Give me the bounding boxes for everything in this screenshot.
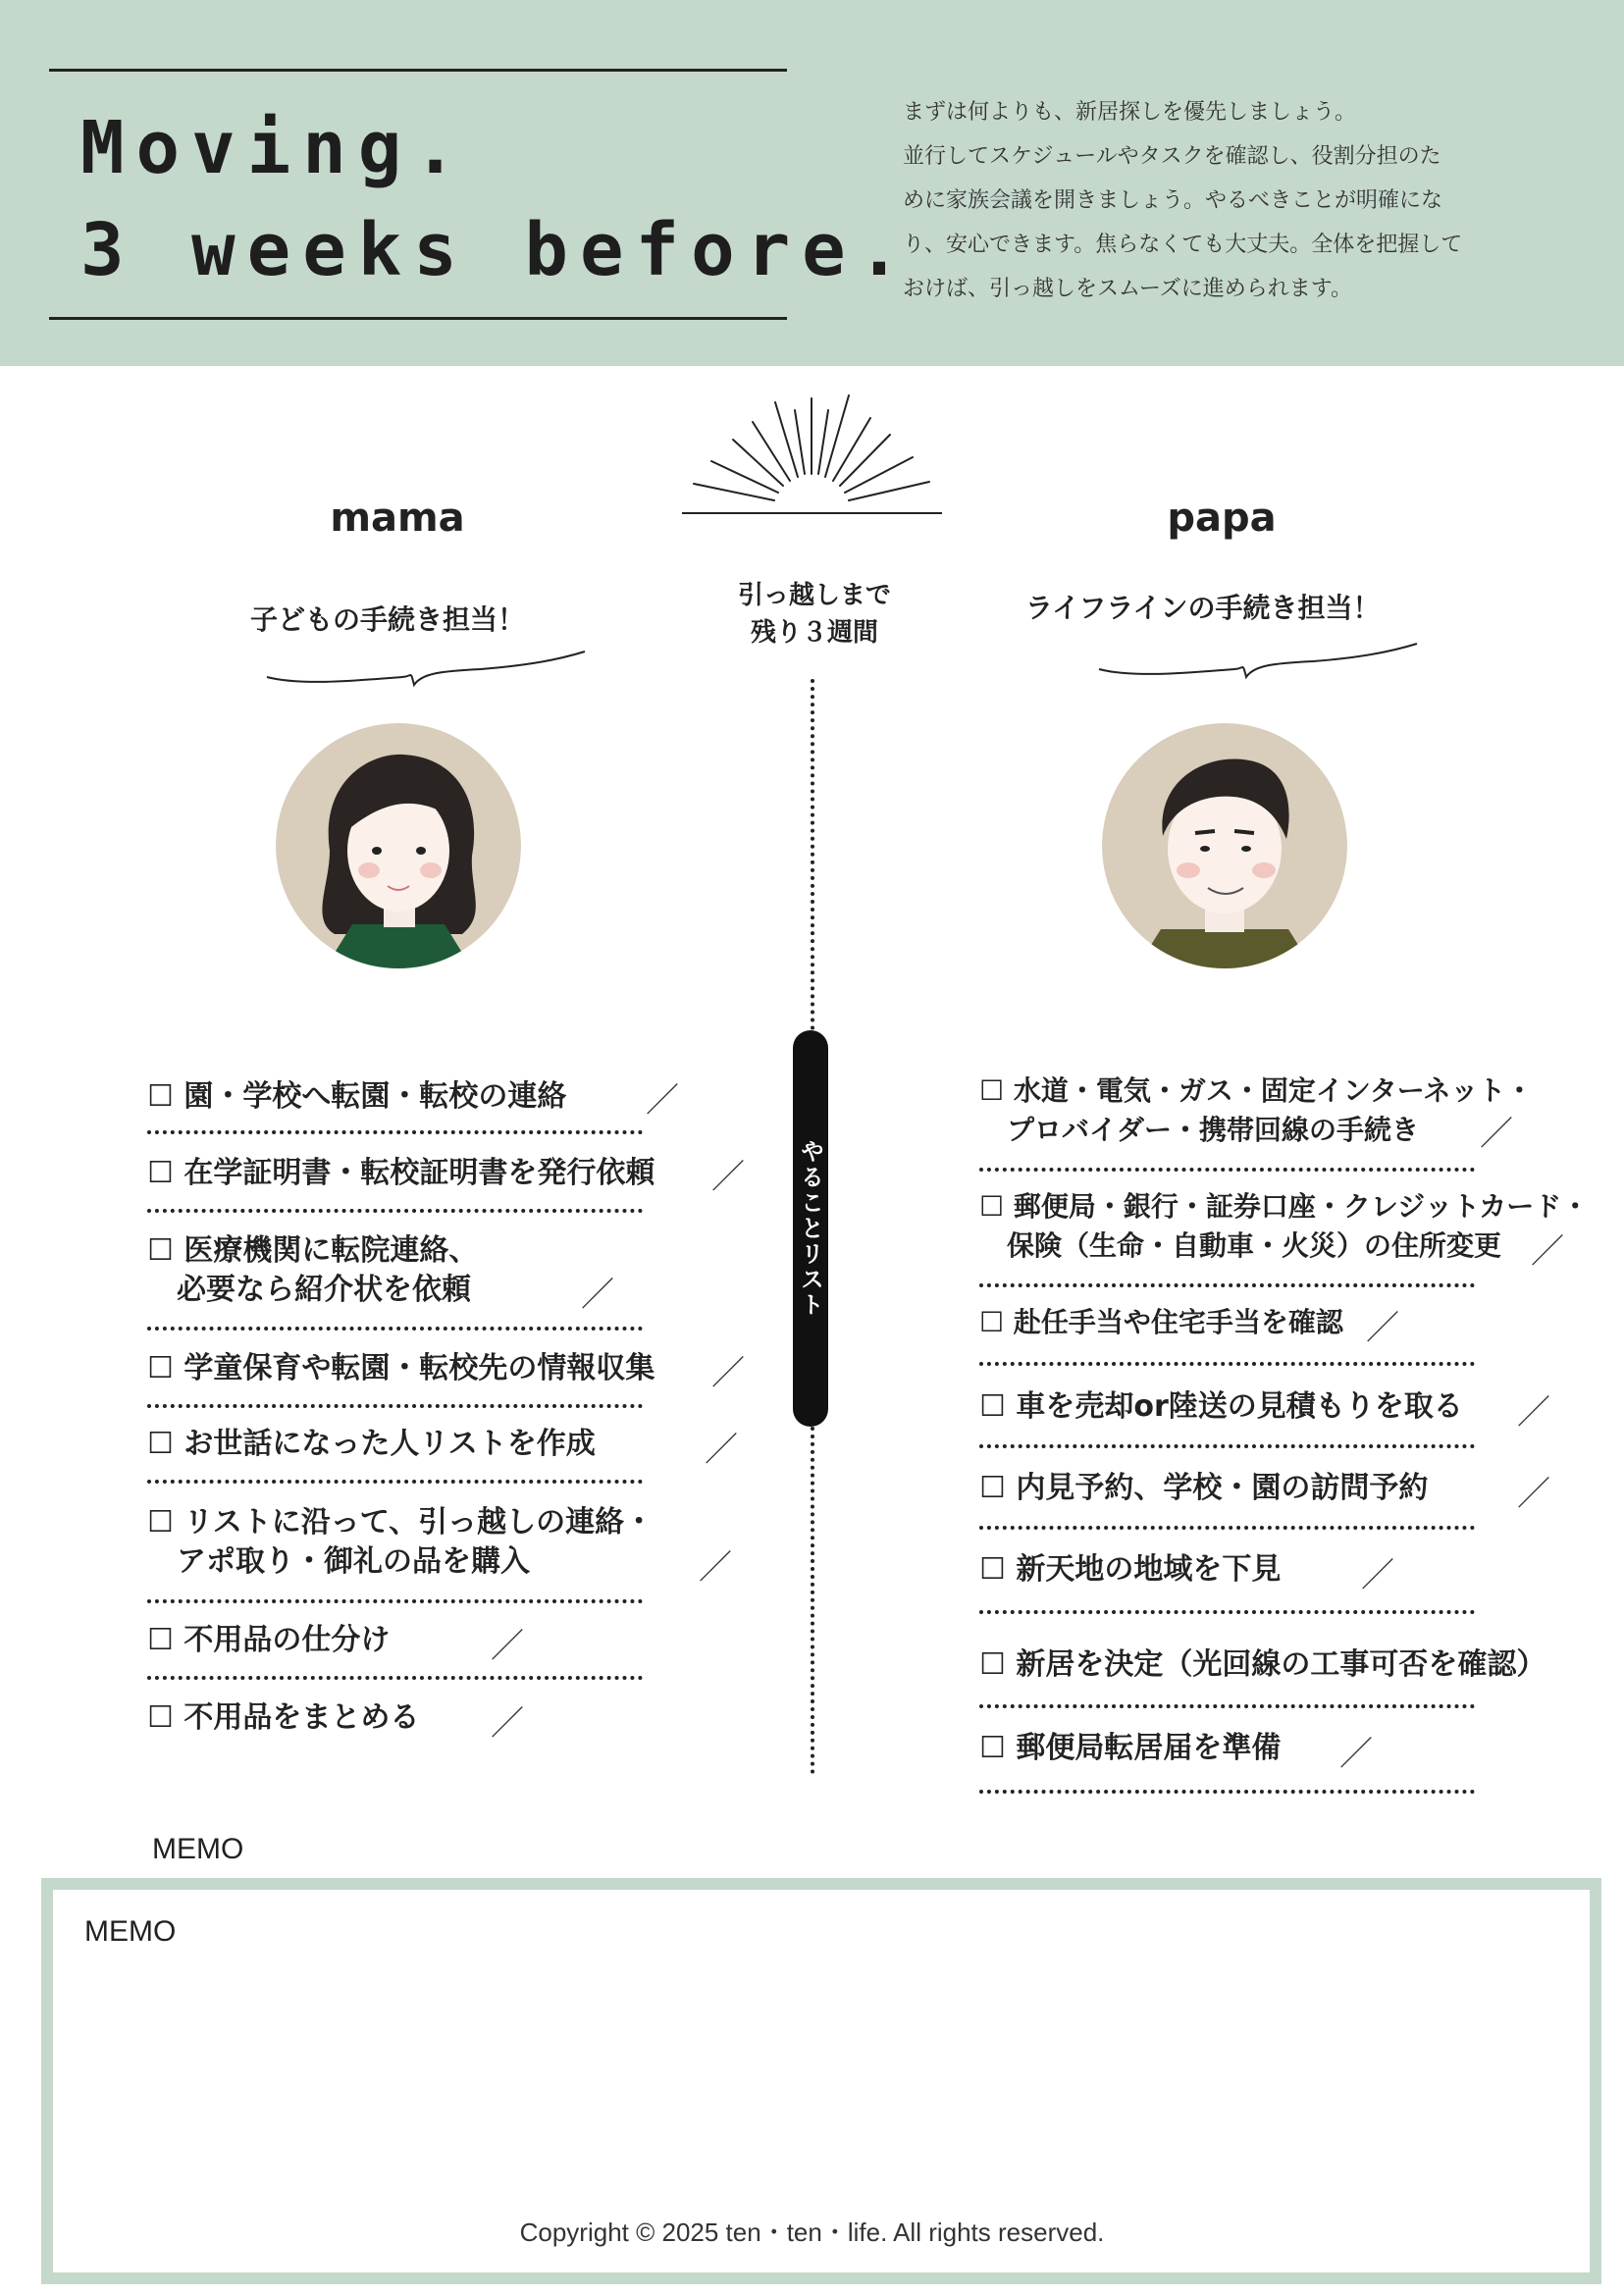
papa-task-4-divider — [979, 1444, 1475, 1448]
timeline-dotted-top — [811, 679, 814, 1030]
mama-task-7-divider — [147, 1676, 643, 1680]
papa-task-3[interactable]: ☐ 赴任手当や住宅手当を確認 — [979, 1306, 1343, 1338]
mama-task-3-slash: ／ — [581, 1276, 614, 1315]
mama-task-6-divider — [147, 1599, 643, 1603]
mama-task-6-slash: ／ — [699, 1548, 732, 1588]
papa-task-7[interactable]: ☐ 新居を決定（光回線の工事可否を確認） — [979, 1647, 1546, 1682]
mama-task-6[interactable]: ☐ リストに沿って、引っ越しの連絡・ アポ取り・御礼の品を購入 — [147, 1505, 655, 1579]
mama-task-1-divider — [147, 1130, 643, 1134]
mama-task-4-divider — [147, 1404, 643, 1408]
papa-task-1-slash: ／ — [1480, 1115, 1513, 1154]
papa-task-1-divider — [979, 1168, 1475, 1172]
mama-task-8-slash: ／ — [491, 1704, 524, 1744]
mama-task-1[interactable]: ☐ 園・学校へ転園・転校の連絡 — [147, 1079, 567, 1114]
mama-speech-line — [265, 648, 589, 692]
papa-duty: ライフラインの手続き担当！ — [1025, 592, 1381, 624]
papa-task-6-slash: ／ — [1361, 1556, 1394, 1595]
mama-task-7-slash: ／ — [491, 1627, 524, 1666]
memo-outer-label: MEMO — [152, 1833, 244, 1865]
mama-task-5[interactable]: ☐ お世話になった人リストを作成 — [147, 1427, 596, 1461]
papa-task-3-divider — [979, 1362, 1475, 1366]
title-top-rule — [49, 69, 787, 72]
papa-heading: papa — [1167, 496, 1277, 541]
title-bottom-rule — [49, 317, 787, 320]
mama-task-3-divider — [147, 1327, 643, 1331]
mama-avatar — [276, 723, 521, 968]
papa-task-2[interactable]: ☐ 郵便局・銀行・証券口座・クレジットカード・ 保険（生命・自動車・火災）の住所変更 — [979, 1190, 1590, 1262]
memo-inner-label: MEMO — [84, 1915, 177, 1948]
mama-task-5-slash: ／ — [705, 1431, 738, 1470]
mama-task-2-divider — [147, 1209, 643, 1213]
papa-task-8[interactable]: ☐ 郵便局転居届を準備 — [979, 1731, 1282, 1765]
mama-task-4[interactable]: ☐ 学童保育や転園・転校先の情報収集 — [147, 1351, 655, 1385]
page-title-line2: 3 weeks before. — [80, 208, 914, 292]
papa-avatar — [1102, 723, 1347, 968]
mama-task-1-slash: ／ — [646, 1081, 679, 1121]
papa-task-2-slash: ／ — [1531, 1232, 1564, 1272]
copyright-text: Copyright © 2025 ten・ten・life. All rights reserved. — [519, 2218, 1105, 2247]
mama-duty: 子どもの手続き担当！ — [250, 603, 526, 636]
mama-task-3[interactable]: ☐ 医療機関に転院連絡、 必要なら紹介状を依頼 — [147, 1233, 479, 1307]
papa-task-5-divider — [979, 1526, 1475, 1530]
papa-task-2-divider — [979, 1283, 1475, 1287]
page-title-line1: Moving. — [80, 106, 469, 190]
papa-task-6-divider — [979, 1610, 1475, 1614]
papa-task-1[interactable]: ☐ 水道・電気・ガス・固定インターネット・ プロバイダー・携帯回線の手続き — [979, 1074, 1534, 1146]
mama-task-2-slash: ／ — [711, 1158, 745, 1197]
mama-task-2[interactable]: ☐ 在学証明書・転校証明書を発行依頼 — [147, 1156, 655, 1190]
countdown-line1: 引っ越しまで — [737, 581, 891, 610]
papa-task-3-slash: ／ — [1366, 1309, 1399, 1348]
papa-task-5[interactable]: ☐ 内見予約、学校・園の訪問予約 — [979, 1471, 1429, 1505]
intro-text: まずは何よりも、新居探しを優先しましょう。 並行してスケジュールやタスクを確認し、役割分担のた めに家族会議を開きましょう。やるべきことが明確にな り、安心できます。焦らなくても大丈夫。全体を把握して おけば、引っ越しをスムーズに進められます。 — [903, 100, 1463, 301]
sunburst-icon — [682, 391, 942, 523]
countdown-label — [697, 577, 932, 652]
papa-task-4-slash: ／ — [1517, 1393, 1550, 1433]
mama-task-7[interactable]: ☐ 不用品の仕分け — [147, 1623, 391, 1657]
papa-task-7-divider — [979, 1704, 1475, 1708]
mama-heading: mama — [330, 496, 465, 541]
countdown-line2: 残り３週間 — [750, 618, 878, 648]
mama-task-5-divider — [147, 1480, 643, 1484]
papa-task-4[interactable]: ☐ 車を売却or陸送の見積もりを取る — [979, 1389, 1463, 1424]
papa-speech-line — [1097, 640, 1421, 684]
mama-task-4-slash: ／ — [711, 1354, 745, 1393]
papa-task-6[interactable]: ☐ 新天地の地域を下見 — [979, 1552, 1282, 1587]
papa-task-8-slash: ／ — [1339, 1735, 1373, 1774]
todo-list-pill: やることリスト — [793, 1030, 828, 1427]
papa-task-8-divider — [979, 1790, 1475, 1794]
papa-task-5-slash: ／ — [1517, 1475, 1550, 1514]
timeline-dotted-bottom — [811, 1427, 814, 1774]
mama-task-8[interactable]: ☐ 不用品をまとめる — [147, 1700, 420, 1735]
